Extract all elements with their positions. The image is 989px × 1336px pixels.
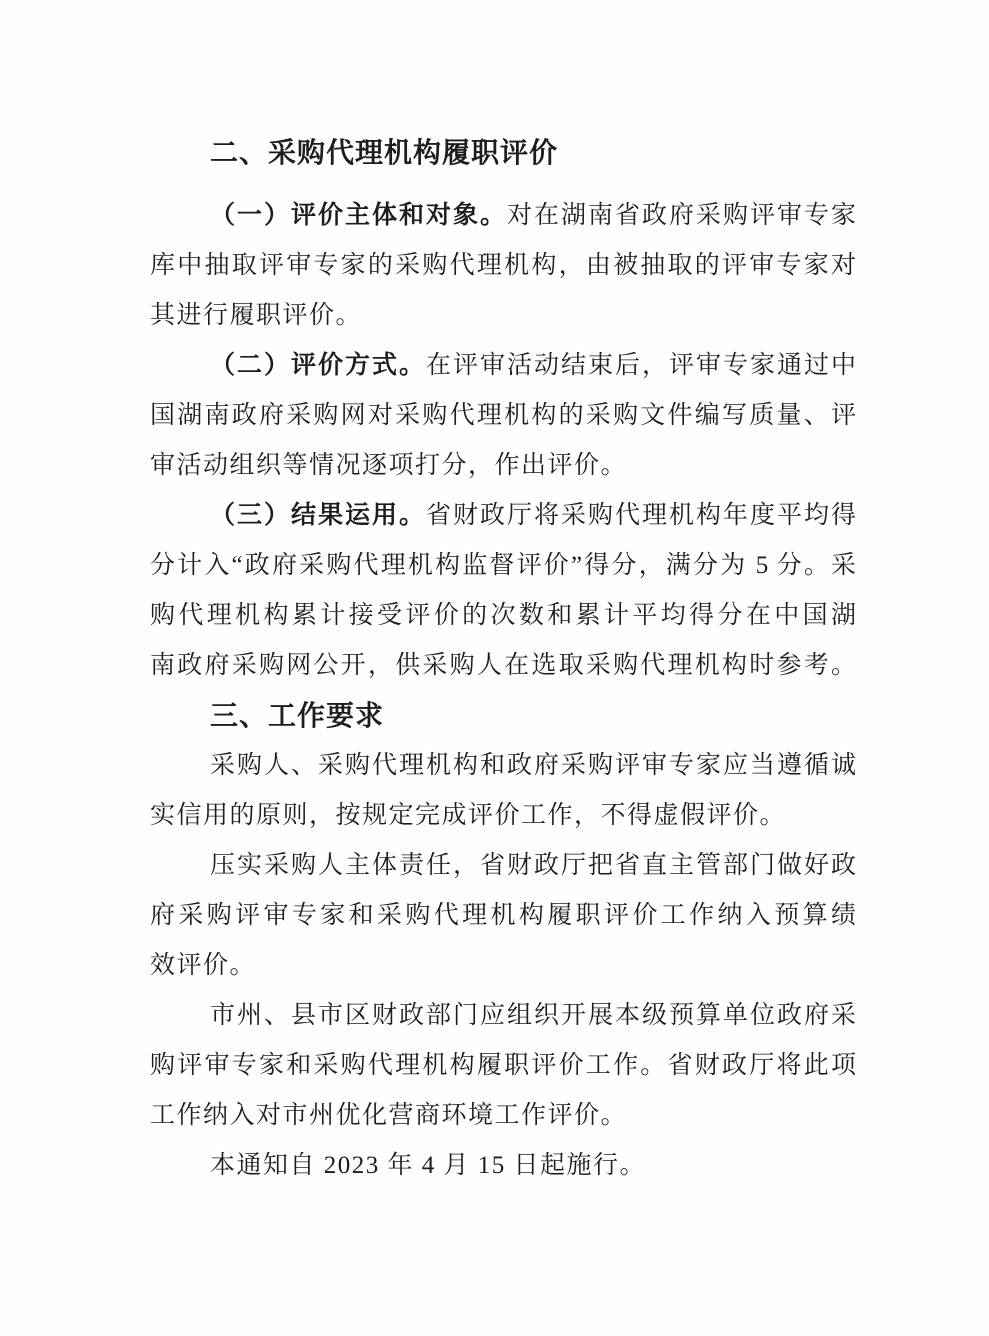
clause-label: （二）评价方式。 (210, 352, 426, 379)
paragraph-line: 其进行履职评价。 (150, 302, 363, 329)
paragraph-line: 购评审专家和采购代理机构履职评价工作。省财政厅将此项 (150, 1052, 856, 1079)
paragraph-line: 效评价。 (150, 952, 257, 979)
section-heading-2: 二、采购代理机构履职评价 (210, 137, 559, 168)
paragraph-line: 市州、县市区财政部门应组织开展本级预算单位政府采 (210, 1002, 856, 1029)
clause-label: （一）评价主体和对象。 (210, 202, 507, 229)
clause-label: （三）结果运用。 (210, 502, 426, 529)
document-body (150, 128, 856, 1191)
paragraph-line: 采购人、采购代理机构和政府采购评审专家应当遵循诚 (210, 752, 856, 779)
paragraph-line: 府采购评审专家和采购代理机构履职评价工作纳入预算绩 (150, 902, 856, 929)
paragraph-line (150, 341, 856, 391)
paragraph-line: 国湖南政府采购网对采购代理机构的采购文件编写质量、评 (150, 402, 856, 429)
line-text: 对在湖南省政府采购评审专家 (507, 202, 856, 229)
paragraph-line: 工作纳入对市州优化营商环境工作评价。 (150, 1102, 628, 1129)
paragraph-line: 实信用的原则，按规定完成评价工作，不得虚假评价。 (150, 802, 787, 829)
effective-date-line: 本通知自 2023 年 4 月 15 日起施行。 (210, 1152, 647, 1179)
paragraph-line (150, 191, 856, 241)
line-text: 省财政厅将采购代理机构年度平均得 (426, 502, 856, 529)
line-text: 在评审活动结束后，评审专家通过中 (426, 352, 856, 379)
section-heading-3: 三、工作要求 (210, 700, 385, 731)
paragraph-line (150, 491, 856, 541)
paragraph-line: 库中抽取评审专家的采购代理机构，由被抽取的评审专家对 (150, 252, 856, 279)
paragraph-line: 南政府采购网公开，供采购人在选取采购代理机构时参考。 (150, 652, 856, 679)
paragraph-line: 压实采购人主体责任，省财政厅把省直主管部门做好政 (210, 852, 856, 879)
paragraph-line: 购代理机构累计接受评价的次数和累计平均得分在中国湖 (150, 602, 856, 629)
paragraph-line: 分计入“政府采购代理机构监督评价”得分，满分为 5 分。采 (150, 552, 856, 579)
paragraph-line: 审活动组织等情况逐项打分，作出评价。 (150, 452, 628, 479)
